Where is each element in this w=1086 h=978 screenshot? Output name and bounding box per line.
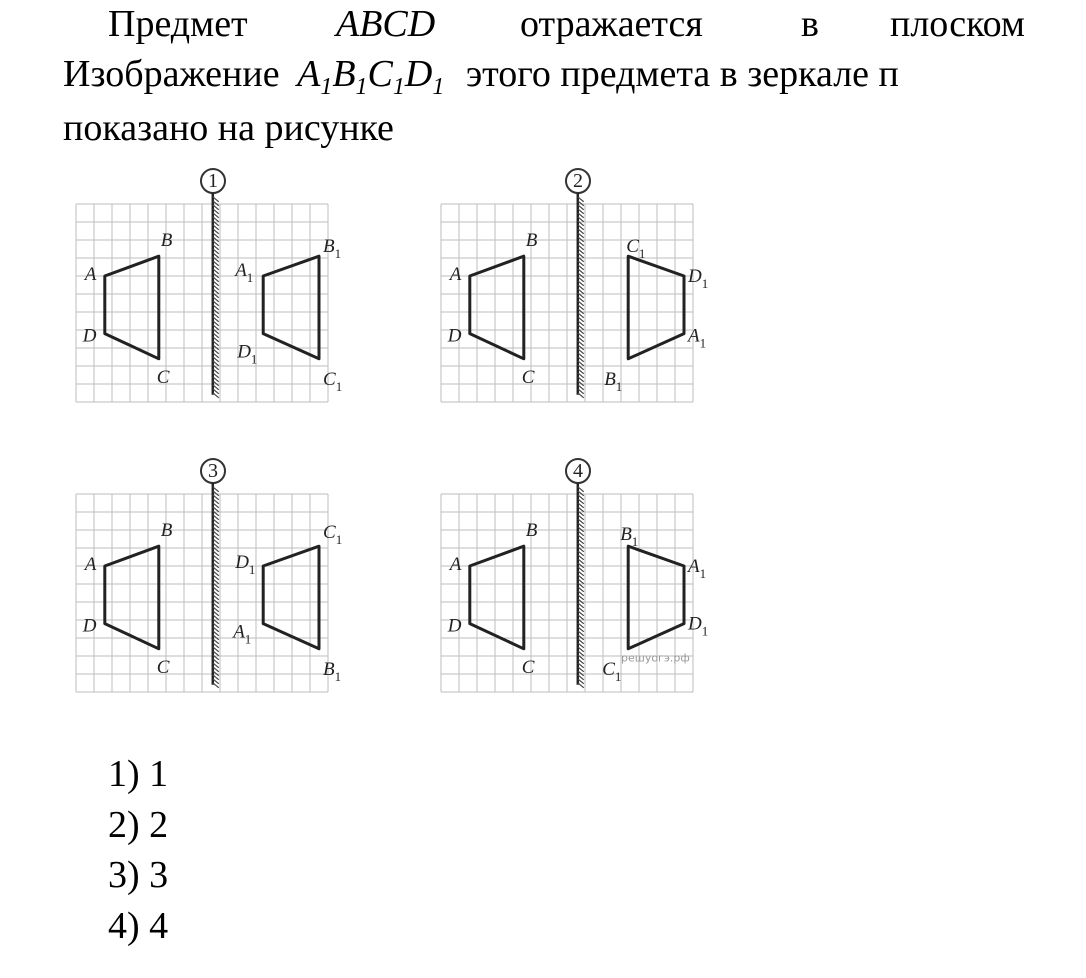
answer-option-2[interactable]: 2) 2 <box>108 804 169 846</box>
grid <box>76 494 328 692</box>
image-vertex-label-d: $D_1$ <box>688 266 709 291</box>
grid <box>76 204 328 402</box>
image-vertex-label-b: $B_1$ <box>620 524 639 550</box>
vertex-label-c: C <box>521 656 535 678</box>
figure-1-drawing <box>70 160 343 420</box>
vertex-subscript: 1 <box>335 378 343 394</box>
mirror <box>578 193 584 398</box>
vertex-subscript: 1 <box>246 270 254 285</box>
mirror <box>213 483 219 688</box>
vertex-subscript: 1 <box>615 378 623 394</box>
image-trapezoid <box>628 546 684 649</box>
vertex-subscript: 1 <box>699 566 707 581</box>
image-vertex-label-d: $D_1$ <box>237 341 258 367</box>
image-vertex-label-d: $D_1$ <box>235 552 256 577</box>
vertex-label-c: C <box>156 366 170 388</box>
answer-option-3[interactable]: 3) 3 <box>108 854 169 896</box>
object-trapezoid <box>470 256 524 359</box>
vertex-subscript: 1 <box>614 668 622 684</box>
image-vertex-label-d: $D_1$ <box>688 613 709 639</box>
vertex-subscript: 1 <box>244 631 252 647</box>
image-vertex-label-c: $C_1$ <box>323 368 343 394</box>
vertex-label-b: B <box>160 230 173 252</box>
vertex-label-b: B <box>525 230 538 252</box>
answer-option-4[interactable]: 4) 4 <box>108 905 169 947</box>
figure-2-drawing <box>435 160 709 420</box>
vertex-subscript: 1 <box>335 532 343 548</box>
image-trapezoid <box>263 546 319 649</box>
object-name: ABCD <box>336 3 436 45</box>
image-vertex-label-a: $A_1$ <box>688 325 707 351</box>
vertex-subscript: 1 <box>334 246 342 262</box>
vertex-subscript: 1 <box>248 562 256 577</box>
object-trapezoid <box>470 546 524 649</box>
vertex-label-d: D <box>82 615 97 637</box>
vertex-label-d: D <box>447 325 462 347</box>
question-word: плоском <box>890 3 1025 45</box>
image-vertex-label-a: $A_1$ <box>235 260 254 285</box>
vertex-label-a: A <box>449 264 462 285</box>
vertex-label-c: C <box>156 656 170 678</box>
figure-1 <box>70 160 343 430</box>
vertex-subscript: 1 <box>334 668 342 684</box>
mirror <box>213 193 219 398</box>
image-trapezoid <box>628 256 684 359</box>
vertex-subscript: 1 <box>631 534 639 550</box>
object-trapezoid <box>105 256 159 359</box>
figure-number: 3 <box>200 458 226 484</box>
vertex-subscript: 1 <box>250 351 258 367</box>
figure-number: 1 <box>200 168 226 194</box>
vertex-subscript: 1 <box>701 276 709 291</box>
vertex-label-d: D <box>447 615 462 637</box>
object-trapezoid <box>105 546 159 649</box>
image-vertex-label-c: $C_1$ <box>323 522 343 548</box>
question-line-2 <box>63 52 899 100</box>
vertex-label-a: A <box>84 554 97 575</box>
image-vertex-label-c: $C_1$ <box>602 658 622 684</box>
image-vertex-label-b: $B_1$ <box>323 658 342 684</box>
answer-option-1[interactable]: 1) 1 <box>108 753 169 795</box>
vertex-label-b: B <box>525 520 538 542</box>
vertex-label-a: A <box>449 554 462 575</box>
question-word: Изображение <box>63 53 280 95</box>
vertex-label-a: A <box>84 264 97 285</box>
image-trapezoid <box>263 256 319 359</box>
image-vertex-label-a: $A_1$ <box>233 621 252 647</box>
figure-2 <box>435 160 709 430</box>
vertex-subscript: 1 <box>699 335 707 351</box>
grid <box>441 204 693 402</box>
question-word: Предмет <box>108 3 248 45</box>
question-word: отражается <box>520 3 703 45</box>
question-word: этого предмета в зеркале п <box>465 53 899 95</box>
figure-number: 4 <box>565 458 591 484</box>
watermark: решуогэ.рф <box>621 651 690 665</box>
image-vertex-label-b: $B_1$ <box>323 236 342 262</box>
figure-4 <box>435 450 709 720</box>
vertex-subscript: 1 <box>701 623 709 639</box>
vertex-label-d: D <box>82 325 97 347</box>
figure-number: 2 <box>565 168 591 194</box>
question-word: в <box>801 3 819 45</box>
figure-3 <box>70 450 343 720</box>
image-name: $A_1B_1C_1D_1$ <box>297 53 445 100</box>
image-vertex-label-a: $A_1$ <box>688 556 707 581</box>
vertex-label-b: B <box>160 520 173 542</box>
question-line-3: показано на рисунке <box>63 107 394 149</box>
figure-3-drawing <box>70 450 343 710</box>
image-vertex-label-c: $C_1$ <box>626 236 646 262</box>
vertex-subscript: 1 <box>638 246 646 262</box>
image-vertex-label-b: $B_1$ <box>604 368 623 394</box>
mirror <box>578 483 584 688</box>
vertex-label-c: C <box>521 366 535 388</box>
figure-4-drawing <box>435 450 709 710</box>
